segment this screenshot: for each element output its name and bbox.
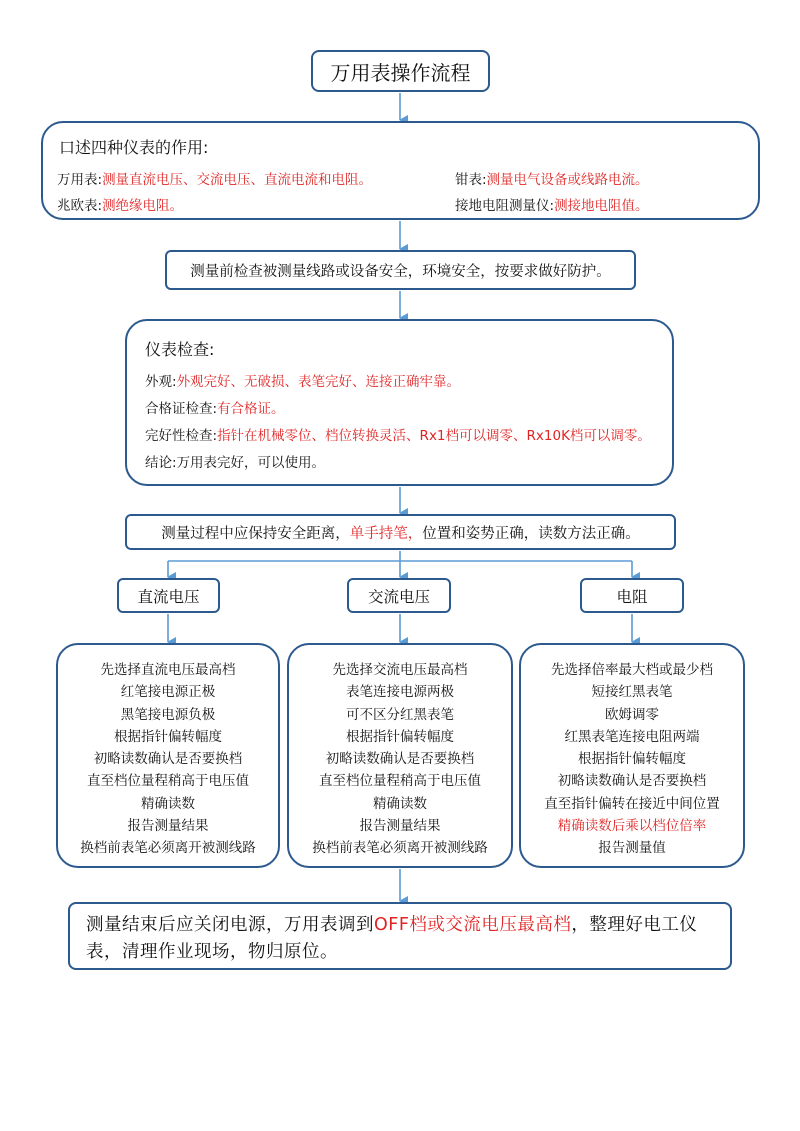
conclusion-text: 万用表完好，可以使用。 [176,455,326,471]
res-step: 初略读数确认是否要换档 [557,773,707,790]
dc-step: 初略读数确认是否要换档 [93,751,243,768]
ac-step: 可不区分红黑表笔 [346,706,454,723]
flow-title: 万用表操作流程 [311,50,490,92]
megger-label: 兆欧表: [57,198,103,214]
ac-voltage-steps [287,643,513,868]
integrity-check [145,424,651,444]
dc-voltage-steps [56,643,280,868]
ac-step: 表笔连接电源两极 [346,684,454,701]
instrument-inspection-box [125,319,674,486]
ground-text: 测接地电阻值。 [554,198,649,214]
res-step: 根据指针偏转幅度 [578,751,686,768]
certificate-text: 有合格证。 [217,401,285,417]
category-resistance: 电阻 [580,578,684,613]
final-text-highlight: OFF档或交流电压最高档 [374,915,572,935]
res-step: 红黑表笔连接电阻两端 [564,728,700,745]
dc-step: 根据指针偏转幅度 [114,728,222,745]
res-step: 报告测量值 [598,840,666,857]
after-measurement-box [68,902,732,970]
final-text-part3: ，整理好电工仪表，清理作业现场，物归原位。 [86,915,698,962]
clamp-label: 钳表: [455,172,487,188]
ac-step: 根据指针偏转幅度 [346,728,454,745]
conclusion-label: 结论: [145,455,177,471]
final-text-part1: 测量结束后应关闭电源，万用表调到 [86,915,374,935]
appearance-label: 外观: [145,374,177,390]
dc-step: 报告测量结果 [127,818,209,835]
dc-step: 换档前表笔必须离开被测线路 [80,840,256,857]
pre-check-box: 测量前检查被测量线路或设备安全，环境安全，按要求做好防护。 [165,250,636,290]
category-dc-voltage: 直流电压 [117,578,220,613]
ac-step: 先选择交流电压最高档 [332,662,468,678]
ac-step: 报告测量结果 [359,818,441,835]
inspection-heading: 仪表检查: [145,340,215,359]
ac-step: 换档前表笔必须离开被测线路 [312,840,488,857]
megger-text: 测绝缘电阻。 [102,198,184,214]
dc-step: 黑笔接电源负极 [120,706,216,723]
dc-step: 直至档位量程稍高于电压值 [87,773,249,790]
clamp-text: 测量电气设备或线路电流。 [486,172,649,188]
certificate-label: 合格证检查: [145,401,218,417]
instrument-functions-box [41,121,760,220]
resistance-steps [519,643,745,868]
ground-tester-function [455,194,649,214]
megger-function [57,194,183,214]
ground-label: 接地电阻测量仪: [455,198,555,214]
multimeter-function [57,168,372,188]
appearance-text: 外观完好、无破损、表笔完好、连接正确牢靠。 [176,374,461,390]
ac-step: 直至档位量程稍高于电压值 [319,773,481,790]
integrity-label: 完好性检查: [145,428,218,444]
inspection-conclusion [145,451,325,471]
measurement-safety-box [125,514,676,550]
certificate-check [145,397,285,417]
dc-step: 红笔接电源正极 [120,684,216,701]
safety-text-part3: 位置和姿势正确，读数方法正确。 [422,525,640,542]
appearance-check [145,370,460,390]
clamp-meter-function [455,168,649,188]
res-step: 直至指针偏转在接近中间位置 [544,795,720,812]
safety-text-part1: 测量过程中应保持安全距离， [161,525,350,542]
ac-step: 初略读数确认是否要换档 [325,751,475,768]
res-step: 先选择倍率最大档或最少档 [551,662,713,678]
res-step: 短接红黑表笔 [591,684,673,701]
dc-step: 精确读数 [141,795,195,812]
res-step: 欧姆调零 [605,706,659,723]
ac-step: 精确读数 [373,795,427,812]
instrument-functions-heading: 口述四种仪表的作用: [59,138,209,157]
multimeter-label: 万用表: [57,172,103,188]
res-step-highlight: 精确读数后乘以档位倍率 [557,818,707,835]
dc-step: 先选择直流电压最高档 [100,662,236,678]
category-ac-voltage: 交流电压 [347,578,451,613]
multimeter-text: 测量直流电压、交流电压、直流电流和电阻。 [102,172,373,188]
integrity-text: 指针在机械零位、档位转换灵活、Rx1档可以调零、Rx10K档可以调零。 [217,428,651,444]
safety-text-highlight: 单手持笔， [349,525,423,542]
